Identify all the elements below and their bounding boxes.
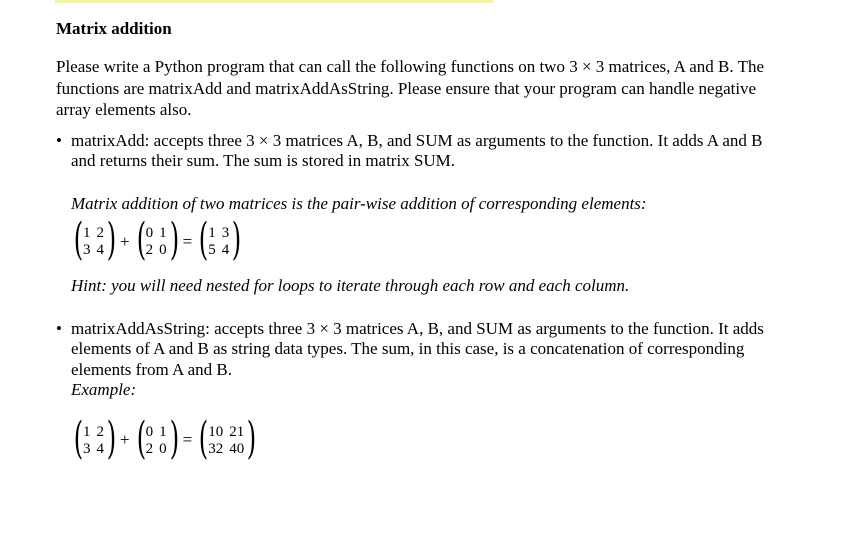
matrix-cell: 2 — [145, 242, 154, 258]
right-paren-icon: ) — [169, 412, 179, 464]
equals-operator: = — [182, 231, 193, 251]
matrix-cell: 3 — [221, 225, 230, 241]
matrix-sum — [196, 214, 242, 265]
matrix-add-equation — [71, 214, 776, 270]
equals-operator: = — [182, 430, 193, 450]
matrix-cell: 1 — [159, 225, 167, 241]
matrix-cell: 0 — [159, 242, 167, 258]
left-paren-icon: ( — [198, 214, 209, 265]
page-title: Matrix addition — [56, 19, 172, 38]
plus-operator: + — [120, 231, 130, 251]
list-item-matrix-add-as-string — [56, 319, 776, 469]
example-label: Example: — [71, 380, 137, 399]
list-item-matrix-add — [56, 131, 776, 297]
matrix-cell: 2 — [145, 440, 154, 457]
matrix-cell: 1 — [208, 225, 216, 241]
matrix-cell: 4 — [96, 242, 104, 258]
right-paren-icon: ) — [169, 214, 179, 265]
left-paren-icon: ( — [73, 412, 84, 464]
matrix-a — [71, 412, 117, 464]
left-paren-icon: ( — [136, 412, 146, 464]
matrix-b — [134, 214, 179, 265]
matrix-cell: 5 — [208, 242, 216, 258]
matrix-cell: 21 — [229, 423, 245, 440]
plus-operator: + — [120, 430, 130, 450]
matrix-cell: 40 — [229, 440, 245, 457]
bullet-icon: • — [56, 130, 62, 150]
matrix-cell: 0 — [145, 225, 154, 241]
matrix-cell: 1 — [83, 225, 91, 241]
intro-paragraph: Please write a Python program that can call the following functions on two 3 × 3 matrices, A and B. The functions are matrixAdd and matrixAddAsString. Please ensure that your program can handle negative array elements also. — [56, 57, 765, 119]
matrix-cell: 0 — [145, 423, 154, 440]
matrix-cell: 1 — [83, 423, 91, 440]
matrix-string-equation — [71, 413, 776, 469]
matrix-cell: 2 — [96, 225, 104, 241]
left-paren-icon: ( — [73, 214, 84, 265]
right-paren-icon: ) — [246, 412, 257, 464]
matrix-cell: 4 — [96, 440, 104, 457]
left-paren-icon: ( — [198, 412, 209, 464]
highlight-bar — [55, 0, 493, 3]
matrix-a — [71, 214, 117, 265]
matrix-sum — [196, 412, 257, 464]
matrix-cell: 4 — [221, 242, 230, 258]
matrix-add-as-string-description: matrixAddAsString: accepts three 3 × 3 matrices A, B, and SUM as arguments to the function. It adds elements of A and B as string data types. The sum, in this case, is a concatenation of corresponding elements from A and B. — [71, 318, 764, 379]
matrix-cell: 3 — [83, 440, 91, 457]
function-list — [56, 131, 776, 469]
matrix-b — [134, 412, 179, 464]
right-paren-icon: ) — [106, 214, 117, 265]
matrix-cell: 2 — [96, 423, 104, 440]
hint-text — [71, 276, 776, 297]
matrix-cell: 0 — [159, 440, 167, 457]
matrix-cell: 32 — [208, 440, 224, 457]
hint-body: you will need nested for loops to iterate through each row and each column. — [111, 276, 630, 295]
right-paren-icon: ) — [231, 214, 242, 265]
matrix-add-caption: Matrix addition of two matrices is the pair-wise addition of corresponding elements: — [71, 193, 647, 213]
matrix-cell: 10 — [208, 423, 224, 440]
matrix-cell: 1 — [159, 423, 167, 440]
matrix-add-description: matrixAdd: accepts three 3 × 3 matrices A, B, and SUM as arguments to the function. It adds A and B and returns their sum. The sum is stored in matrix SUM. — [71, 130, 763, 170]
document-body — [56, 18, 776, 469]
bullet-icon: • — [56, 318, 62, 338]
left-paren-icon: ( — [136, 214, 146, 265]
right-paren-icon: ) — [106, 412, 117, 464]
hint-label: Hint: — [71, 276, 107, 295]
matrix-cell: 3 — [83, 242, 91, 258]
